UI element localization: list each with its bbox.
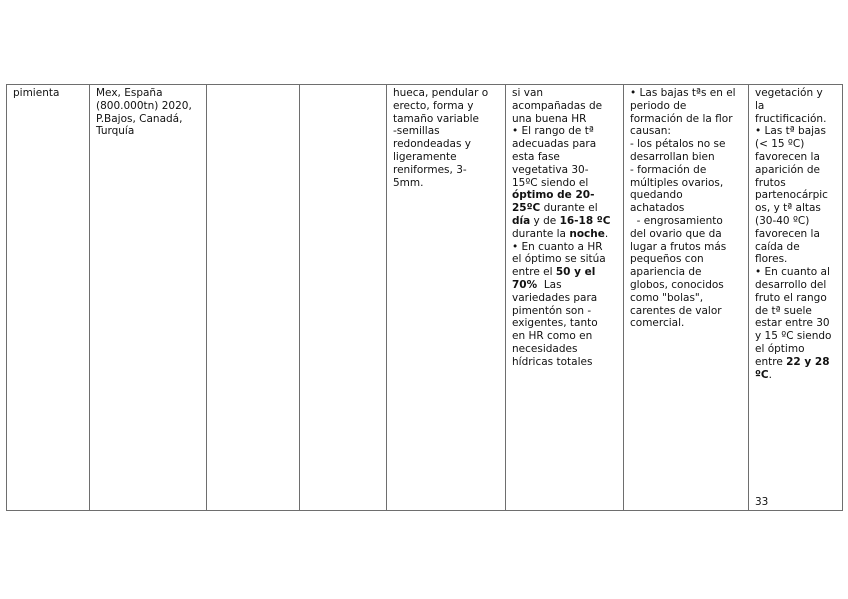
low-temp-line: periodo de [630,99,687,112]
empty-cell-4 [300,85,387,511]
text: entre el [512,266,556,279]
conditions-line: necesidades [512,342,578,355]
low-temp-line: quedando [630,189,683,202]
conditions-line: 15ºC siendo el [512,176,589,189]
fruit-line: flores. [755,253,788,266]
fruit-line: (30-40 ºC) [755,214,810,227]
crop-name: pimienta [13,87,60,99]
low-temp-line: • Las bajas tªs en el [630,87,736,99]
morphology-line: 5mm. [393,176,424,189]
conditions-line: hídricas totales [512,355,593,368]
low-temp-line: formación de la flor [630,112,733,125]
low-temp-line: lugar a frutos más [630,240,727,253]
conditions-line [512,228,619,241]
origin-line: (800.000tn) 2020, [96,99,192,112]
bold-text: 25ºC [512,202,541,215]
morphology-line: ligeramente [393,150,457,163]
fruit-line: la [755,99,765,112]
low-temp-line: - formación de [630,163,707,176]
text: . [768,368,772,381]
bold-text: 70% [512,278,538,291]
low-temp-line: carentes de valor [630,304,722,317]
fruit-line [755,369,838,382]
origin-line: P.Bajos, Canadá, [96,112,183,125]
table-row [7,85,843,511]
conditions-line [512,189,619,202]
low-temp-line: apariencia de [630,266,702,279]
empty-cell-3 [207,85,300,511]
morphology-cell [387,85,506,511]
low-temp-cell [624,85,749,511]
conditions-line [512,266,619,279]
fruit-line: frutos [755,176,786,189]
fruit-line: caída de [755,240,800,253]
text: y de [530,214,560,227]
conditions-line: adecuadas para [512,138,597,151]
conditions-line [512,202,619,215]
crop-table [6,84,843,511]
text: entre [755,355,787,368]
conditions-line: • El rango de tª [512,125,594,138]
fruit-line: os, y tª altas [755,202,821,215]
bold-text: óptimo de 20- [512,189,595,202]
low-temp-line: pequeños con [630,253,704,266]
low-temp-line: comercial. [630,317,685,330]
fruit-line [755,356,838,369]
origin-line: Turquía [96,125,135,138]
conditions-line: pimentón son - [512,304,592,317]
fruit-line: de tª suele [755,304,812,317]
crop-name-cell [7,85,90,511]
fruit-line: aparición de [755,163,820,176]
morphology-line: erecto, forma y [393,99,474,112]
low-temp-line: achatados [630,202,685,215]
fruit-line: • En cuanto al [755,266,830,279]
conditions-line: si van [512,87,544,99]
fruit-line: y 15 ºC siendo [755,330,832,343]
morphology-line: redondeadas y [393,138,471,151]
conditions-line: en HR como en [512,330,593,343]
conditions-line: esta fase [512,150,560,163]
low-temp-line: - los pétalos no se [630,138,726,151]
morphology-line: -semillas [393,125,440,138]
bold-text: 50 y el [555,266,596,279]
low-temp-line: múltiples ovarios, [630,176,724,189]
page-number: 33 [755,496,769,509]
conditions-line: una buena HR [512,112,587,125]
low-temp-line: - engrosamiento [630,214,723,227]
conditions-line [512,279,619,292]
origin-line: Mex, España [96,87,163,99]
conditions-cell [506,85,624,511]
fruit-line: estar entre 30 [755,317,830,330]
bold-text: ºC [755,368,769,381]
fruit-line: fruto el rango [755,291,827,304]
conditions-line: vegetativa 30- [512,163,589,176]
text: . [604,227,609,240]
bold-text: día [512,214,531,227]
text: durante el [540,202,598,215]
fruit-line: vegetación y [755,87,823,99]
text: Las [537,278,562,291]
low-temp-line: del ovario que da [630,227,722,240]
low-temp-line: causan: [630,125,671,138]
low-temp-line: globos, conocidos [630,278,724,291]
bold-text: 22 y 28 [786,355,830,368]
morphology-line: reniformes, 3- [393,163,467,176]
fruit-line: partenocárpic [755,189,828,202]
conditions-line [512,215,619,228]
conditions-line: • En cuanto a HR [512,240,603,253]
fruit-line: favorecen la [755,227,820,240]
bold-text: noche [569,227,605,240]
conditions-line: exigentes, tanto [512,317,598,330]
text: durante la [512,227,570,240]
low-temp-line: desarrollan bien [630,150,715,163]
low-temp-line: como "bolas", [630,291,704,304]
fruit-cell [749,85,843,511]
fruit-line: (< 15 ºC) [755,138,805,151]
fruit-line: fructificación. [755,112,827,125]
fruit-line: favorecen la [755,150,820,163]
morphology-line: hueca, pendular o [393,87,489,99]
bold-text: 16-18 ºC [559,214,611,227]
fruit-line: desarrollo del [755,278,827,291]
fruit-line: el óptimo [755,342,805,355]
conditions-line: acompañadas de [512,99,603,112]
origin-cell [90,85,207,511]
conditions-line: variedades para [512,291,598,304]
fruit-line: • Las tª bajas [755,125,826,138]
morphology-line: tamaño variable [393,112,479,125]
conditions-line: el óptimo se sitúa [512,253,606,266]
